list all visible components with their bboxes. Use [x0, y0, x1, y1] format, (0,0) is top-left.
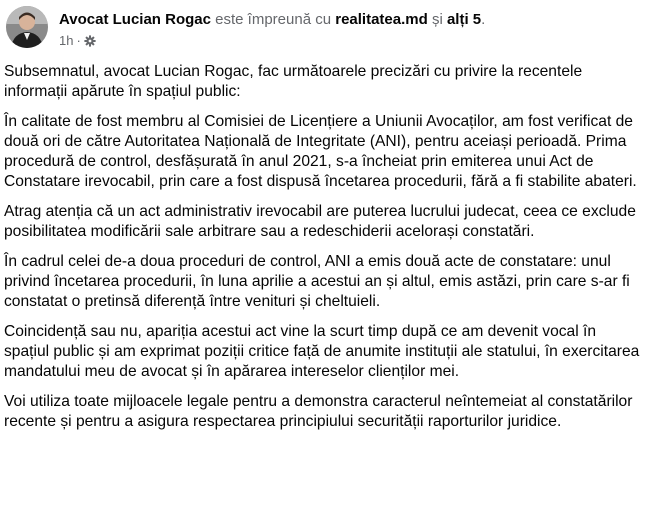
- tagged-page-link[interactable]: realitatea.md: [335, 11, 428, 28]
- and-text: și: [431, 11, 443, 28]
- meta-separator: ·: [76, 33, 81, 48]
- post-time[interactable]: 1h: [59, 33, 74, 48]
- paragraph: Atrag atenția că un act administrativ irevocabil are puterea lucrului judecat, ceea ce exclude posibilitatea modificării sale arbitrare sau a redeschiderii acelorași constatări.: [4, 203, 636, 240]
- others-link[interactable]: alți 5: [446, 11, 482, 28]
- paragraph: În cadrul celei de-a doua proceduri de control, ANI a emis două acte de constatare: unul privind încetarea procedurii, în luna aprilie a acestui an și altul, emis astăzi, prin care s-ar fi constatat o pretinsă diferență între venituri și cheltuieli.: [4, 253, 630, 310]
- paragraph: În calitate de fost membru al Comisiei de Licențiere a Uniunii Avocaților, am fost verificat de două ori de către Autoritatea Națională de Integritate (ANI), pentru aceiași perioadă. Prima procedură de control, desfășurată în anul 2021, s-a încheiat prin emiterea unui Act de Constatare irevocabil, prin care a fost dispusă încetarea procedurii, fără a fi stabilite abateri.: [4, 113, 637, 190]
- paragraph: Subsemnatul, avocat Lucian Rogac, fac următoarele precizări cu privire la recentele informații apărute în spațiul public:: [4, 63, 583, 100]
- avatar[interactable]: [6, 6, 48, 48]
- paragraph: Coincidență sau nu, apariția acestui act vine la scurt timp după ce am devenit vocal în spațiul public și am exprimat poziții critice față de anumite instituții ale statului, în exercitarea mandatului meu de avocat și în apărarea intereselor clienților mei.: [4, 323, 640, 380]
- paragraph: Voi utiliza toate mijloacele legale pentru a demonstra caracterul neîntemeiat al constatărilor recente și pentru a asigura respectarea principiului securității raporturilor juridice.: [4, 393, 633, 430]
- avatar-photo: [6, 6, 48, 48]
- author-name[interactable]: Avocat Lucian Rogac: [59, 11, 211, 28]
- author-line: [59, 10, 485, 30]
- others-suffix: .: [481, 11, 486, 28]
- gear-icon[interactable]: [84, 35, 96, 47]
- post-meta: [59, 33, 96, 49]
- post-body: [4, 62, 640, 442]
- with-text: este împreună cu: [215, 11, 332, 28]
- post-header: [4, 2, 644, 52]
